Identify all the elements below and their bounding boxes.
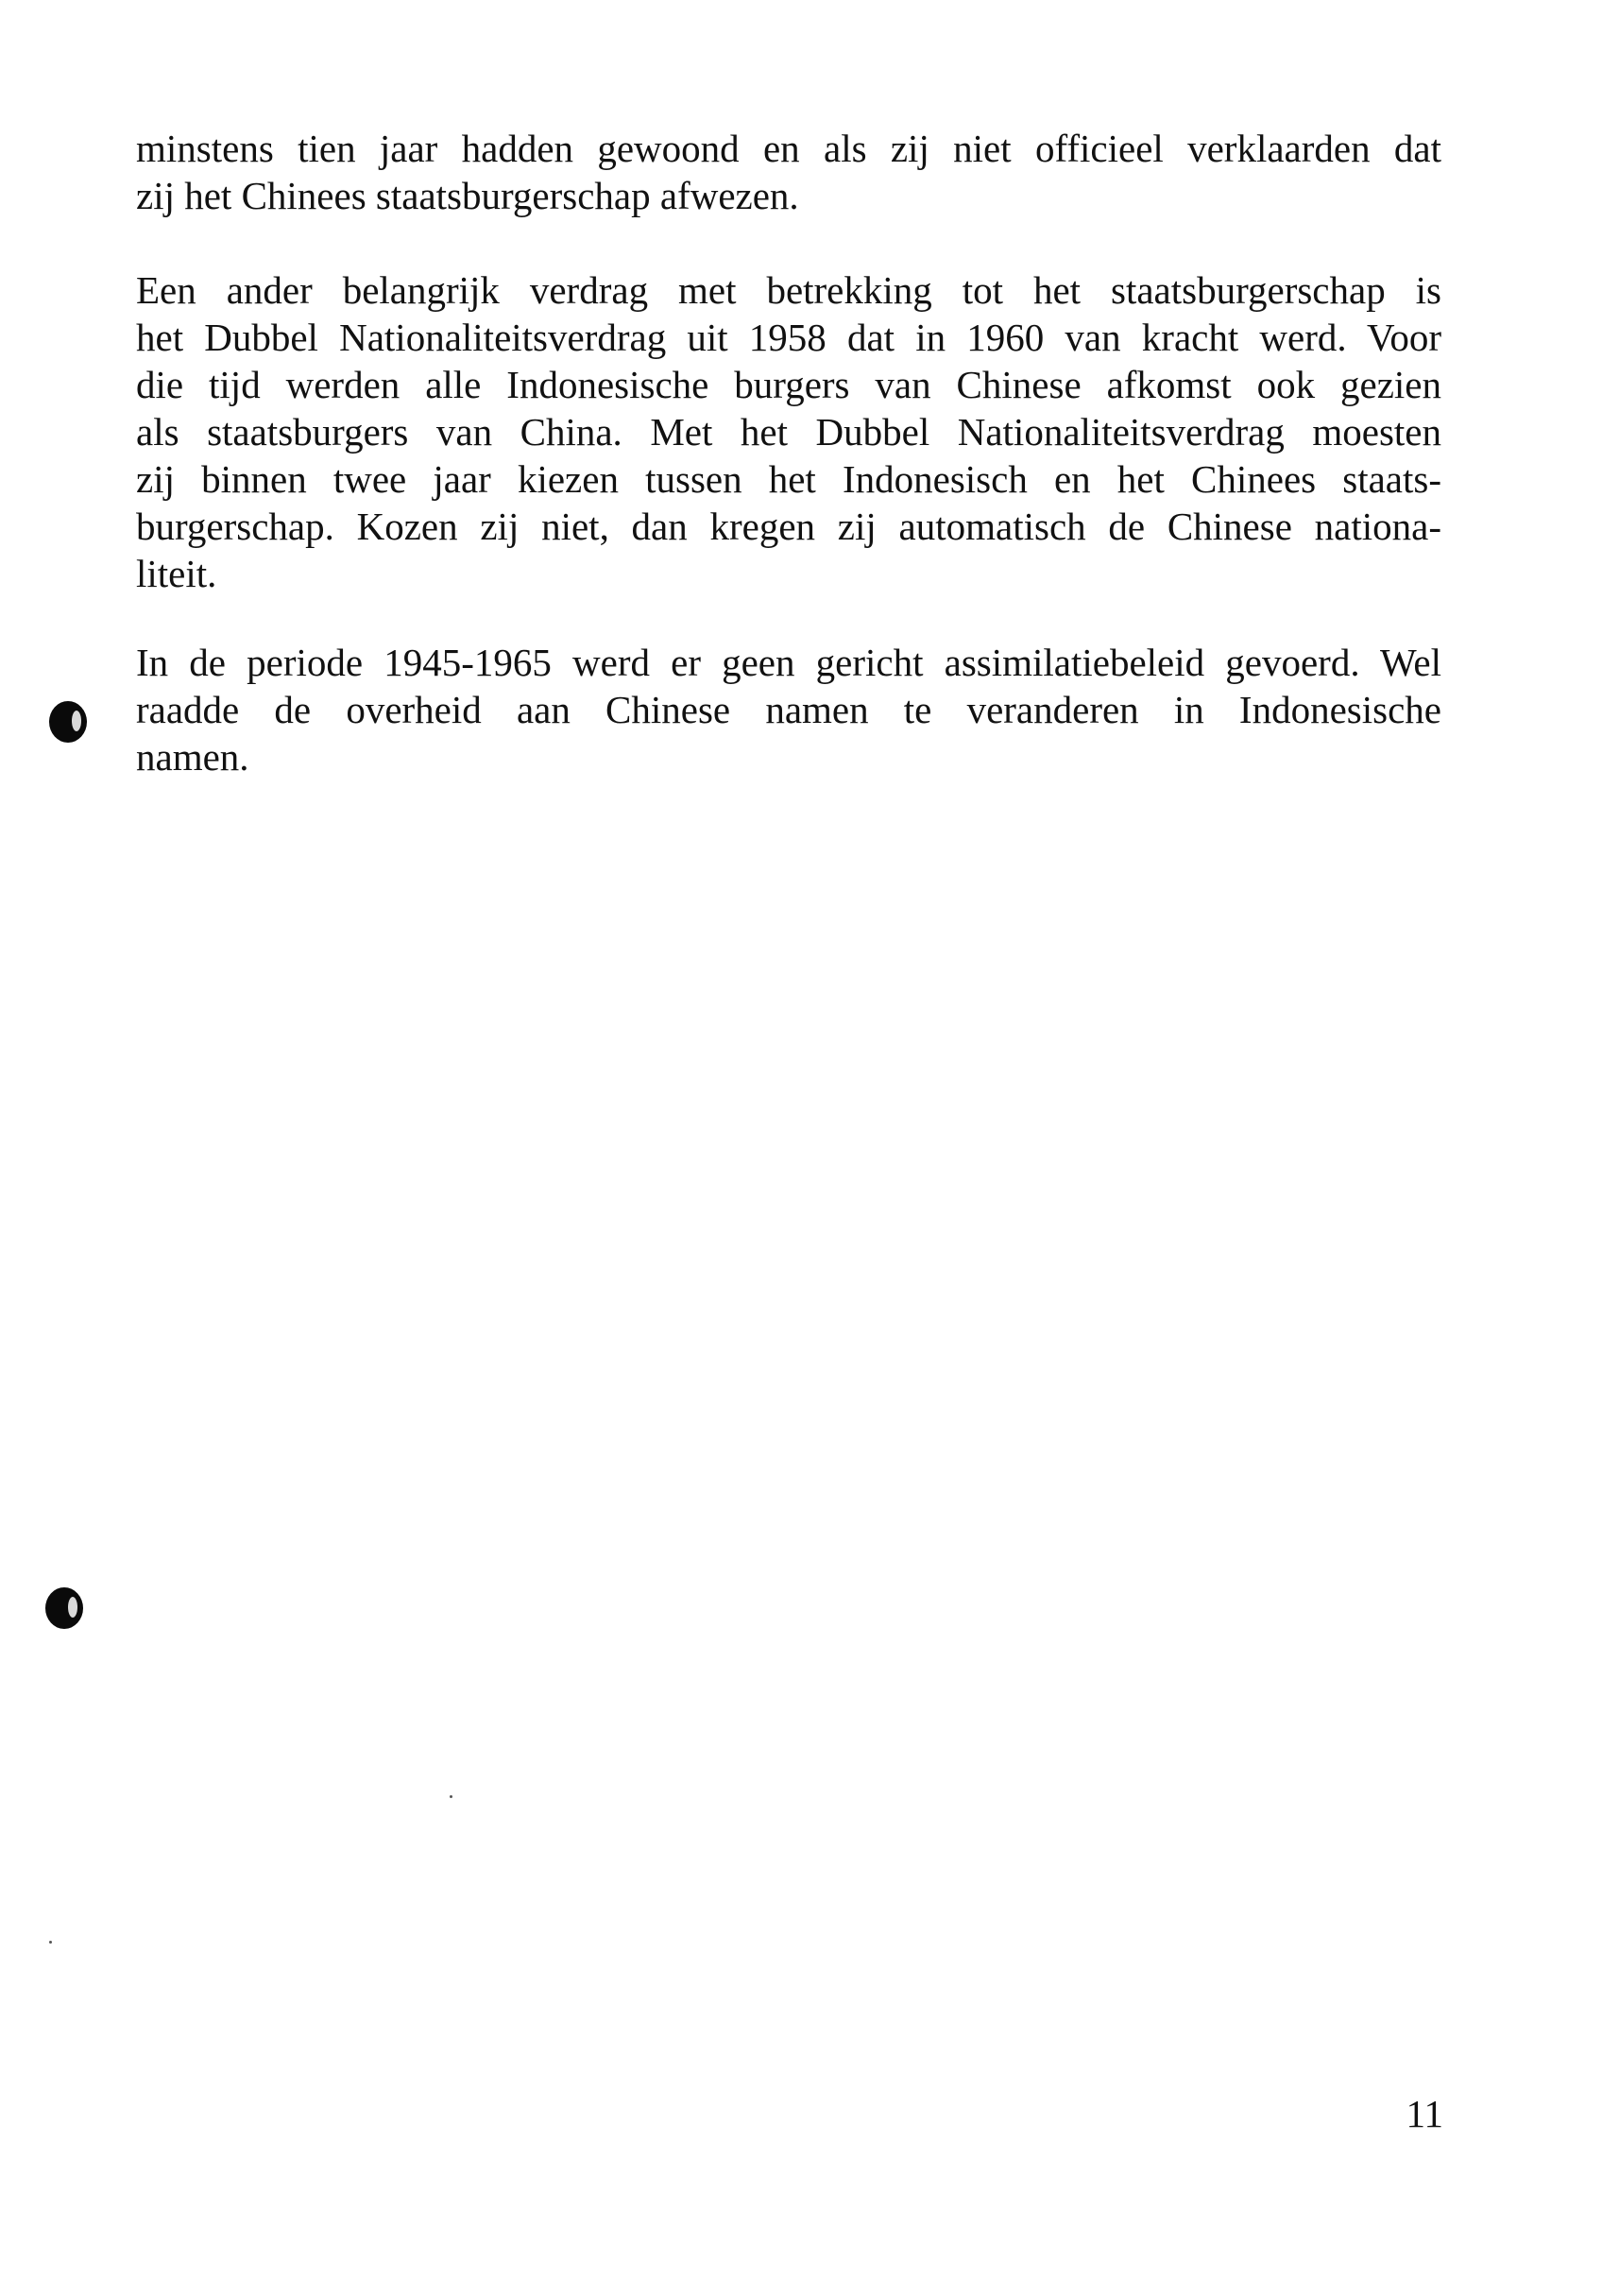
paragraph-line: Een ander belangrijk verdrag met betrekking tot het staatsburgerschap is — [136, 268, 1441, 312]
paragraph-line: In de periode 1945-1965 werd er geen gericht assimilatiebeleid gevoerd. Wel — [136, 641, 1441, 684]
paragraph-line: zij het Chinees staatsburgerschap afwezen. — [136, 174, 799, 217]
punch-hole-icon — [45, 1587, 83, 1629]
paragraph-line: burgerschap. Kozen zij niet, dan kregen zij automatisch de Chinese nationa- — [136, 505, 1441, 548]
page-number: 11 — [1406, 2092, 1443, 2135]
scan-speck — [450, 1795, 452, 1798]
paragraph-line: raadde de overheid aan Chinese namen te veranderen in Indonesische — [136, 688, 1441, 731]
paragraph-line: het Dubbel Nationaliteitsverdrag uit 1958 dat in 1960 van kracht werd. Voor — [136, 316, 1441, 359]
paragraph-line: zij binnen twee jaar kiezen tussen het Indonesisch en het Chinees staats- — [136, 457, 1441, 501]
paragraph-line: namen. — [136, 735, 249, 779]
scan-speck — [49, 1941, 52, 1944]
paragraph-line: die tijd werden alle Indonesische burgers van Chinese afkomst ook gezien — [136, 363, 1441, 406]
paragraph-line: als staatsburgers van China. Met het Dubbel Nationaliteitsverdrag moesten — [136, 410, 1441, 454]
paragraph-3 — [136, 639, 1441, 780]
punch-hole-icon — [49, 701, 87, 743]
paragraph-line: minstens tien jaar hadden gewoond en als zij niet officieel verklaarden dat — [136, 127, 1441, 170]
paragraph-1 — [136, 125, 1441, 219]
paragraph-2 — [136, 266, 1441, 597]
paragraph-line: liteit. — [136, 552, 217, 595]
